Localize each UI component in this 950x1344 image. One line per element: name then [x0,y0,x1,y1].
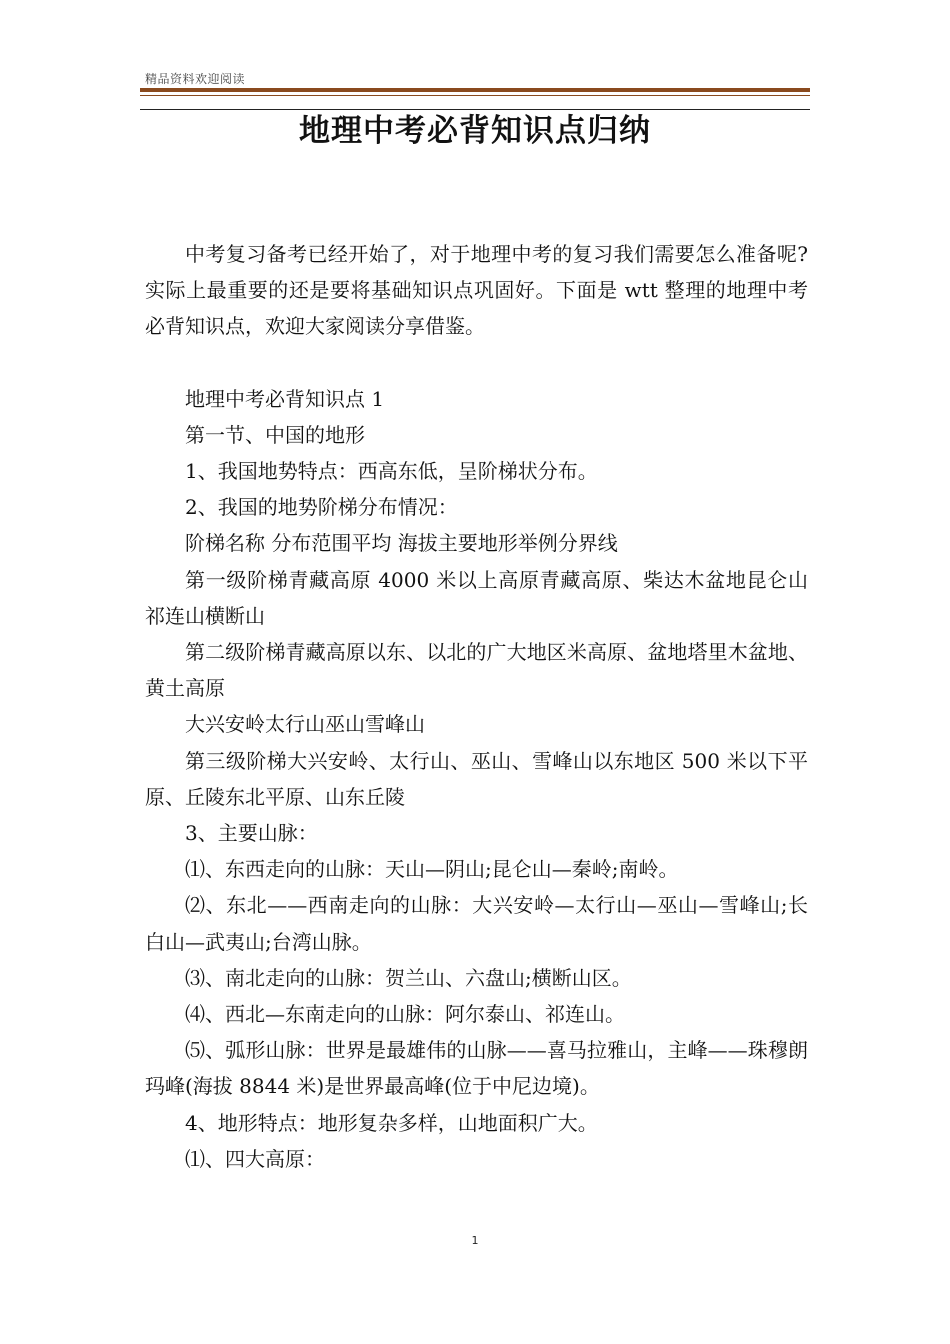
paragraph: 第一级阶梯青藏高原 4000 米以上高原青藏高原、柴达木盆地昆仑山祁连山横断山 [145,567,808,628]
running-header: 精品资料欢迎阅读 [145,72,246,86]
paragraph: 2、我国的地势阶梯分布情况： [185,495,458,520]
paragraph: 1、我国地势特点：西高东低，呈阶梯状分布。 [185,459,598,484]
paragraph: ⑴、东西走向的山脉：天山—阴山;昆仑山—秦岭;南岭。 [185,857,679,882]
paragraph: 第三级阶梯大兴安岭、太行山、巫山、雪峰山以东地区 500 米以下平原、丘陵东北平原、山东丘陵 [145,748,808,809]
paragraph: 大兴安岭太行山巫山雪峰山 [185,712,425,737]
document-body [145,236,808,1177]
paragraph: ⑴、四大高原： [185,1146,325,1171]
page-number: 1 [471,1234,479,1247]
paragraph: 第一节、中国的地形 [185,422,365,447]
paragraph: ⑶、南北走向的山脉：贺兰山、六盘山;横断山区。 [185,965,632,990]
paragraph: 阶梯名称 分布范围平均 海拔主要地形举例分界线 [185,531,618,556]
intro-paragraph: 中考复习备考已经开始了，对于地理中考的复习我们需要怎么准备呢?实际上最重要的还是要将基础知识点巩固好。下面是 wtt 整理的地理中考必背知识点，欢迎大家阅读分享借鉴。 [145,242,808,339]
header-rule-thin [140,95,810,96]
paragraph: 地理中考必背知识点 1 [185,386,385,411]
paragraph: ⑷、西北—东南走向的山脉：阿尔泰山、祁连山。 [185,1002,625,1027]
header-rule-thick [140,88,810,92]
paragraph: 3、主要山脉： [185,821,318,846]
paragraph: ⑵、东北——西南走向的山脉：大兴安岭—太行山—巫山—雪峰山;长白山—武夷山;台湾山脉。 [145,893,808,954]
document-title: 地理中考必背知识点归纳 [299,113,651,149]
paragraph: 4、地形特点：地形复杂多样，山地面积广大。 [185,1110,598,1135]
paragraph: 第二级阶梯青藏高原以东、以北的广大地区米高原、盆地塔里木盆地、黄土高原 [145,640,808,701]
paragraph: ⑸、弧形山脉：世界是最雄伟的山脉——喜马拉雅山，主峰——珠穆朗玛峰(海拔 8844 米)是世界最高峰(位于中尼边境)。 [145,1038,808,1099]
